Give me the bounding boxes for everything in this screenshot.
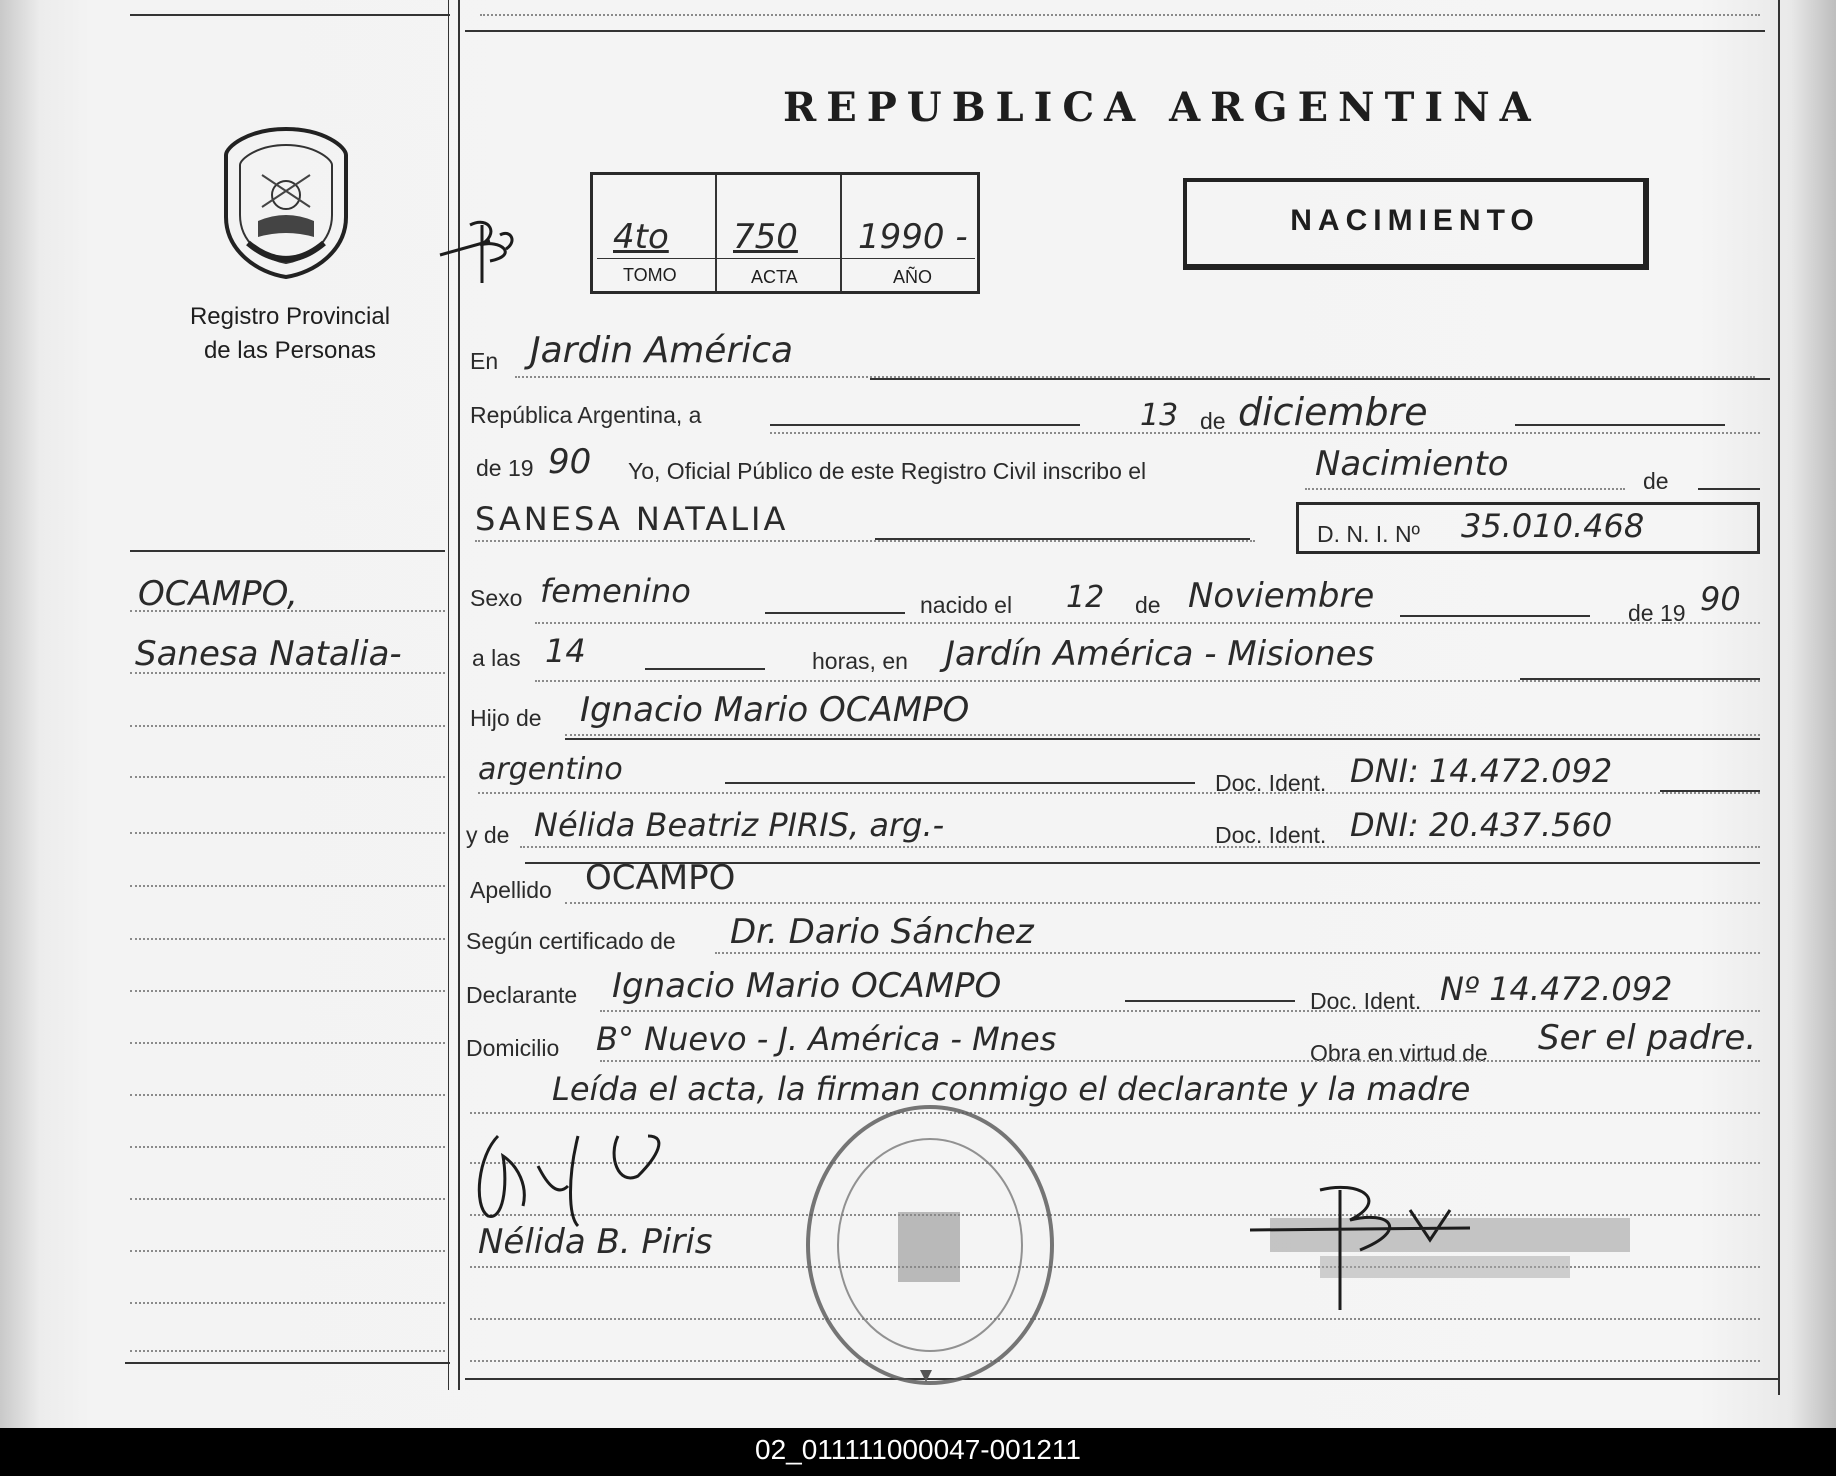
segun-value: Dr. Dario Sánchez [730,912,1034,952]
dni-label: D. N. I. Nº [1317,521,1420,547]
domicilio-value: B° Nuevo - J. América - Mnes [596,1020,1057,1058]
doc-ident-label-mother: Doc. Ident. [1215,822,1327,848]
horas-label: horas, en [812,648,908,674]
country-title: REPUBLICA ARGENTINA [783,84,1541,131]
segun-label: Según certificado de [466,928,676,954]
registry-stamp [800,1100,1060,1390]
registry-box [590,172,980,294]
oficial-text: Yo, Oficial Público de este Registro Civil inscribo el [628,458,1147,484]
record-type: NACIMIENTO [1290,204,1540,237]
doc-ident-label-declarante: Doc. Ident. [1310,988,1422,1014]
official-initials-mark [430,205,530,285]
registry-name [150,300,430,368]
father-value: Ignacio Mario OCAMPO [580,690,970,730]
right-border [1778,0,1780,1395]
misiones-emblem [218,125,354,281]
margin-note-rule [130,550,445,552]
birth-day: 12 [1066,580,1105,615]
left-bottom-rule [125,1362,450,1364]
de-label-3: de [1135,592,1161,618]
hijo-label: Hijo de [470,705,542,731]
sexo-label: Sexo [470,585,523,611]
year-value: 90 [548,442,592,482]
acta-label: ACTA [751,267,798,287]
en-value: Jardin América [530,330,794,371]
declarante-value: Ignacio Mario OCAMPO [612,966,1002,1006]
top-dotted-rule [480,14,1760,16]
margin-note-line1: OCAMPO, [138,574,298,614]
document-code: 02_011111000047-001211 [755,1434,1081,1465]
domicilio-label: Domicilio [466,1035,560,1061]
y-de-label: y de [466,822,510,848]
de-label-2: de [1643,468,1669,494]
top-left-rule [130,14,450,16]
dni-value: 35.010.468 [1461,507,1645,545]
registry-line1: Registro Provincial [189,303,391,330]
month-value: diciembre [1238,390,1428,434]
apellido-value: OCAMPO [585,858,736,898]
anio-label: AÑO [893,267,933,287]
day-value: 13 [1140,398,1179,433]
declarante-label: Declarante [466,982,578,1008]
anio-value: 1990 - [858,217,968,257]
declarante-signature [468,1126,708,1236]
footer-bar [0,1428,1836,1476]
place-value: Jardín América - Misiones [945,634,1375,674]
tomo-value: 4to [613,217,669,257]
acta-value: 750 [733,217,798,257]
sexo-value: femenino [540,572,691,610]
declarante-doc: Nº 14.472.092 [1440,970,1673,1008]
record-type-box [1183,178,1649,270]
top-right-rule [465,30,1765,32]
birth-month: Noviembre [1188,576,1375,616]
obra-label: Obra en virtud de [1310,1040,1488,1066]
tomo-label: TOMO [623,265,677,285]
republica-label: República Argentina, a [470,402,702,428]
a-las-label: a las [472,645,521,671]
dni-box [1296,502,1760,554]
nacido-label: nacido el [920,592,1013,618]
de-label: de [1200,408,1226,434]
year-label: de 19 [476,455,534,481]
margin-note-line2: Sanesa Natalia- [135,634,402,674]
name-value: SANESA NATALIA [475,500,789,538]
inscribo-value: Nacimiento [1315,444,1509,484]
birth-year-label: de 19 [1628,600,1686,626]
official-signature [1240,1170,1500,1310]
hour-value: 14 [545,632,586,670]
apellido-label: Apellido [470,877,552,903]
closing-text: Leída el acta, la firman conmigo el declarante y la madre [552,1070,1471,1108]
father-nationality: argentino [478,752,623,787]
obra-value: Ser el padre. [1538,1018,1757,1058]
mother-signature: Nélida B. Piris [478,1222,713,1262]
bottom-rule [465,1378,1780,1380]
doc-ident-label-father: Doc. Ident. [1215,770,1327,796]
registry-line2: de las Personas [203,337,377,364]
birth-year: 90 [1700,580,1741,618]
mother-value: Nélida Beatriz PIRIS, arg.- [534,806,945,844]
mother-doc: DNI: 20.437.560 [1350,806,1613,844]
father-doc: DNI: 14.472.092 [1350,752,1613,790]
en-label: En [470,348,499,374]
